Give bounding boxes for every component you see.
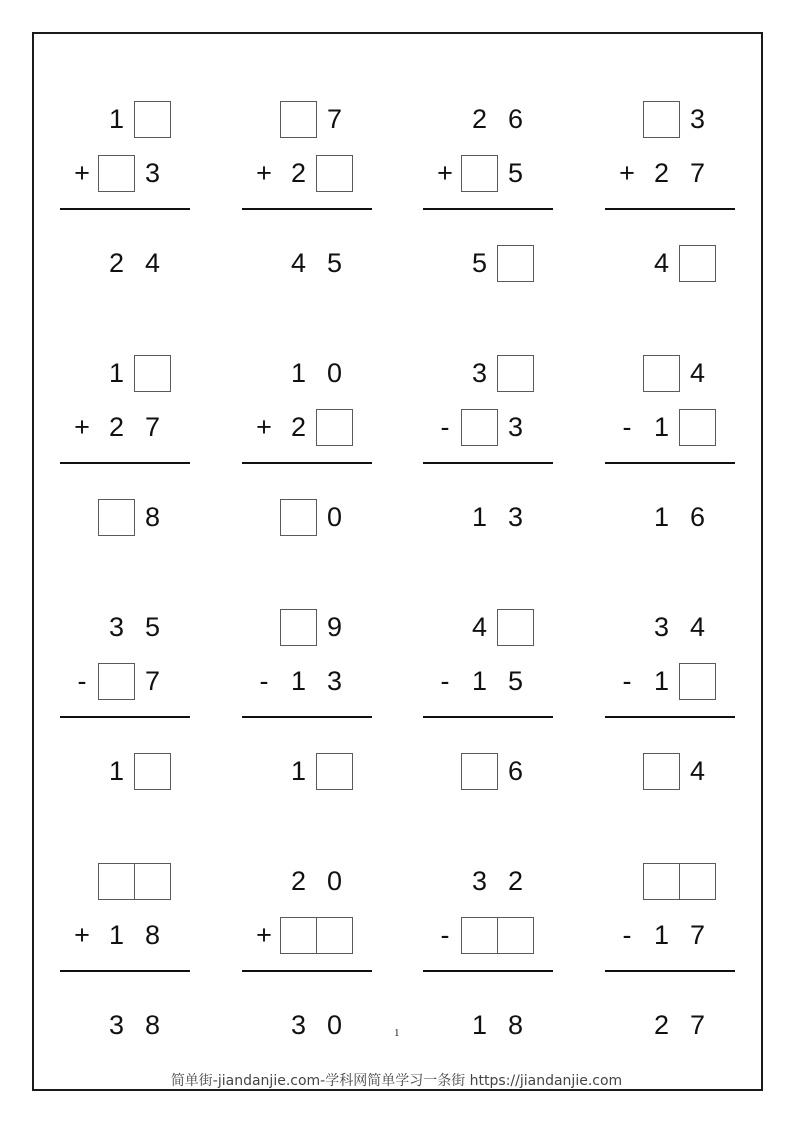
answer-box-ones[interactable]: [134, 753, 171, 790]
answer-box-tens[interactable]: [98, 663, 135, 700]
minus-sign: -: [440, 412, 450, 442]
plus-sign: +: [256, 158, 272, 188]
result: [605, 753, 735, 791]
bottom-operand: [60, 409, 190, 447]
top-operand: [423, 101, 553, 139]
bottom-operand: [242, 409, 372, 447]
minus-sign: -: [259, 666, 269, 696]
problem-9: [60, 609, 190, 789]
digit-tens: 2: [653, 1010, 670, 1040]
top-operand: [60, 863, 190, 901]
result: [242, 499, 372, 537]
digit-tens: 1: [108, 920, 125, 950]
answer-box-ones[interactable]: [679, 245, 716, 282]
answer-box-tens[interactable]: [643, 101, 680, 138]
digit-tens: 3: [471, 866, 488, 896]
problem-5: [60, 355, 190, 535]
minus-sign: -: [77, 666, 87, 696]
answer-box-tens[interactable]: [98, 863, 135, 900]
digit-tens: 2: [653, 158, 670, 188]
result: [60, 499, 190, 537]
digit-tens: 2: [290, 412, 307, 442]
problem-10: [242, 609, 372, 789]
answer-box-ones[interactable]: [679, 409, 716, 446]
digit-ones: 4: [689, 756, 706, 786]
answer-box-ones[interactable]: [134, 863, 171, 900]
digit-ones: 4: [689, 358, 706, 388]
bottom-operand: [242, 663, 372, 701]
digit-ones: 8: [144, 502, 161, 532]
problem-7: [423, 355, 553, 535]
bottom-operand: [605, 409, 735, 447]
answer-box-ones[interactable]: [134, 355, 171, 392]
result: [605, 245, 735, 283]
result: [605, 1007, 735, 1045]
minus-sign: -: [622, 666, 632, 696]
plus-sign: +: [74, 920, 90, 950]
sum-line: [242, 208, 372, 210]
answer-box-tens[interactable]: [643, 753, 680, 790]
plus-sign: +: [256, 920, 272, 950]
digit-tens: 1: [653, 666, 670, 696]
result: [423, 499, 553, 537]
footer-watermark: 简单街-jiandanjie.com-学科网简单学习一条街 https://jiandanjie.com: [170, 1073, 623, 1089]
digit-ones: 3: [144, 158, 161, 188]
digit-ones: 5: [507, 666, 524, 696]
plus-sign: +: [256, 412, 272, 442]
digit-tens: 4: [471, 612, 488, 642]
top-operand: [60, 609, 190, 647]
bottom-operand: [605, 663, 735, 701]
plus-sign: +: [619, 158, 635, 188]
digit-ones: 5: [507, 158, 524, 188]
bottom-operand: [605, 917, 735, 955]
digit-tens: 1: [471, 666, 488, 696]
result: [242, 753, 372, 791]
digit-ones: 9: [326, 612, 343, 642]
digit-ones: 7: [689, 1010, 706, 1040]
digit-ones: 7: [144, 412, 161, 442]
top-operand: [423, 863, 553, 901]
sum-line: [605, 970, 735, 972]
answer-box-tens[interactable]: [280, 101, 317, 138]
sum-line: [605, 462, 735, 464]
answer-box-ones[interactable]: [497, 917, 534, 954]
result: [605, 499, 735, 537]
answer-box-tens[interactable]: [643, 863, 680, 900]
bottom-operand: [60, 155, 190, 193]
top-operand: [605, 863, 735, 901]
digit-tens: 1: [471, 1010, 488, 1040]
top-operand: [605, 101, 735, 139]
plus-sign: +: [437, 158, 453, 188]
answer-box-ones[interactable]: [134, 101, 171, 138]
answer-box-ones[interactable]: [316, 409, 353, 446]
answer-box-tens[interactable]: [461, 753, 498, 790]
plus-sign: +: [74, 158, 90, 188]
digit-ones: 7: [689, 920, 706, 950]
digit-ones: 3: [689, 104, 706, 134]
answer-box-tens[interactable]: [280, 917, 317, 954]
answer-box-ones[interactable]: [679, 663, 716, 700]
answer-box-tens[interactable]: [643, 355, 680, 392]
problem-13: [60, 863, 190, 1043]
page-number: 1: [394, 1027, 400, 1039]
digit-tens: 2: [108, 412, 125, 442]
problem-1: [60, 101, 190, 281]
bottom-operand: [60, 663, 190, 701]
top-operand: [423, 355, 553, 393]
digit-ones: 4: [689, 612, 706, 642]
result: [242, 1007, 372, 1045]
digit-tens: 1: [653, 412, 670, 442]
digit-tens: 1: [471, 502, 488, 532]
digit-ones: 3: [507, 502, 524, 532]
problem-8: [605, 355, 735, 535]
answer-box-ones[interactable]: [497, 355, 534, 392]
sum-line: [605, 208, 735, 210]
result: [60, 245, 190, 283]
digit-ones: 5: [326, 248, 343, 278]
digit-ones: 3: [507, 412, 524, 442]
answer-box-ones[interactable]: [497, 609, 534, 646]
bottom-operand: [423, 917, 553, 955]
digit-tens: 1: [290, 358, 307, 388]
digit-tens: 3: [653, 612, 670, 642]
digit-ones: 7: [144, 666, 161, 696]
digit-ones: 6: [507, 104, 524, 134]
digit-tens: 3: [290, 1010, 307, 1040]
problem-2: [242, 101, 372, 281]
plus-sign: +: [74, 412, 90, 442]
bottom-operand: [242, 155, 372, 193]
answer-box-ones[interactable]: [316, 753, 353, 790]
digit-tens: 2: [290, 158, 307, 188]
top-operand: [242, 609, 372, 647]
digit-tens: 2: [471, 104, 488, 134]
digit-ones: 8: [144, 1010, 161, 1040]
digit-ones: 7: [689, 158, 706, 188]
digit-tens: 1: [108, 756, 125, 786]
top-operand: [60, 101, 190, 139]
digit-ones: 8: [507, 1010, 524, 1040]
digit-tens: 4: [290, 248, 307, 278]
top-operand: [605, 609, 735, 647]
problem-14: [242, 863, 372, 1043]
digit-ones: 5: [144, 612, 161, 642]
digit-tens: 1: [290, 666, 307, 696]
sum-line: [423, 462, 553, 464]
digit-tens: 2: [108, 248, 125, 278]
top-operand: [242, 355, 372, 393]
sum-line: [60, 462, 190, 464]
digit-ones: 0: [326, 358, 343, 388]
problem-4: [605, 101, 735, 281]
digit-tens: 4: [653, 248, 670, 278]
digit-tens: 5: [471, 248, 488, 278]
digit-tens: 3: [108, 612, 125, 642]
digit-tens: 3: [471, 358, 488, 388]
answer-box-ones[interactable]: [679, 863, 716, 900]
problem-11: [423, 609, 553, 789]
problem-15: [423, 863, 553, 1043]
minus-sign: -: [622, 920, 632, 950]
digit-tens: 1: [108, 104, 125, 134]
minus-sign: -: [440, 920, 450, 950]
answer-box-tens[interactable]: [461, 917, 498, 954]
digit-ones: 6: [689, 502, 706, 532]
minus-sign: -: [440, 666, 450, 696]
digit-ones: 3: [326, 666, 343, 696]
result: [423, 245, 553, 283]
result: [60, 1007, 190, 1045]
digit-ones: 4: [144, 248, 161, 278]
sum-line: [423, 716, 553, 718]
digit-tens: 1: [653, 502, 670, 532]
digit-tens: 1: [653, 920, 670, 950]
sum-line: [60, 970, 190, 972]
digit-tens: 2: [290, 866, 307, 896]
top-operand: [423, 609, 553, 647]
result: [423, 753, 553, 791]
result: [242, 245, 372, 283]
problem-6: [242, 355, 372, 535]
sum-line: [605, 716, 735, 718]
digit-ones: 2: [507, 866, 524, 896]
digit-tens: 1: [108, 358, 125, 388]
digit-ones: 8: [144, 920, 161, 950]
top-operand: [242, 101, 372, 139]
problem-16: [605, 863, 735, 1043]
sum-line: [60, 716, 190, 718]
problem-12: [605, 609, 735, 789]
sum-line: [242, 970, 372, 972]
answer-box-ones[interactable]: [316, 917, 353, 954]
top-operand: [60, 355, 190, 393]
answer-box-ones[interactable]: [316, 155, 353, 192]
answer-box-tens[interactable]: [280, 609, 317, 646]
digit-ones: 0: [326, 866, 343, 896]
sum-line: [60, 208, 190, 210]
digit-ones: 7: [326, 104, 343, 134]
digit-ones: 6: [507, 756, 524, 786]
sum-line: [423, 970, 553, 972]
digit-ones: 0: [326, 502, 343, 532]
sum-line: [423, 208, 553, 210]
answer-box-tens[interactable]: [461, 409, 498, 446]
answer-box-ones[interactable]: [497, 245, 534, 282]
digit-ones: 0: [326, 1010, 343, 1040]
bottom-operand: [605, 155, 735, 193]
top-operand: [605, 355, 735, 393]
digit-tens: 1: [290, 756, 307, 786]
bottom-operand: [242, 917, 372, 955]
bottom-operand: [423, 409, 553, 447]
answer-box-tens[interactable]: [280, 499, 317, 536]
answer-box-tens[interactable]: [98, 155, 135, 192]
bottom-operand: [423, 663, 553, 701]
problem-3: [423, 101, 553, 281]
answer-box-tens[interactable]: [98, 499, 135, 536]
result: [60, 753, 190, 791]
digit-tens: 3: [108, 1010, 125, 1040]
bottom-operand: [423, 155, 553, 193]
top-operand: [242, 863, 372, 901]
sum-line: [242, 462, 372, 464]
result: [423, 1007, 553, 1045]
answer-box-tens[interactable]: [461, 155, 498, 192]
sum-line: [242, 716, 372, 718]
minus-sign: -: [622, 412, 632, 442]
bottom-operand: [60, 917, 190, 955]
